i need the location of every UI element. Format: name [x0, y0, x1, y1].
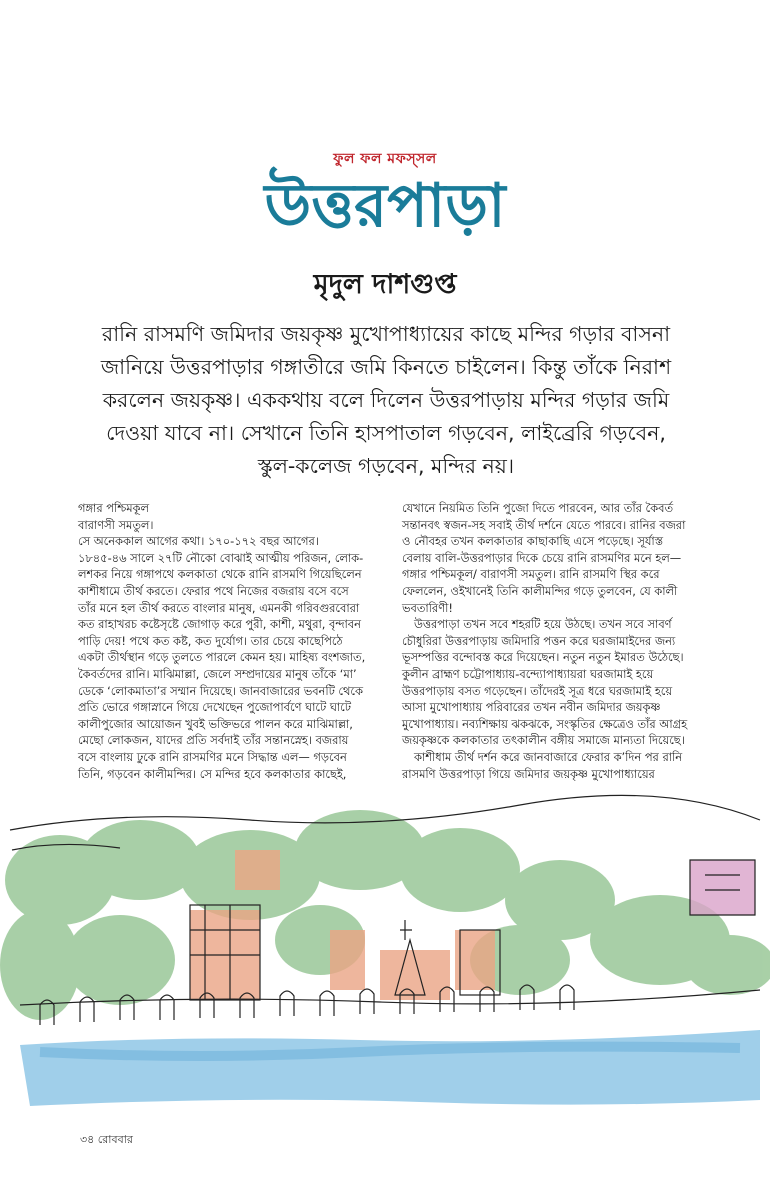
body-paragraph: উত্তরপাড়া তখন সবে শহরটি হয়ে উঠছে। তখন সবে সাবর্ণ চৌধুরিরা উত্তরপাড়ায় জমিদারি পত্তন করে ঘরজামাইদের জন্য ভূসম্পত্তির বন্দোবস্ত করে দিয়েছেন। নতুন নতুন ইমারত উঠেছে। কুলীন ব্রাহ্মণ চট্টোপাধ্যায়-বন্দ্যোপাধ্যায়রা ঘরজামাই হয়ে উত্তরপাড়ায় বসত গড়েছেন। তাঁদেরই সূত্র ধরে ঘরজামাই হয়ে আসা মুখোপাধ্যায় পরিবারের তখন নবীন জমিদার জয়কৃষ্ণ মুখোপাধ্যায়। নব্যশিক্ষায় ঝকঝকে, সংস্কৃতির ক্ষেত্রেও তাঁর আগ্রহ জয়কৃষ্ণকে কলকাতার তৎকালীন বঙ্গীয় সমাজে মান্যতা দিয়েছে। [402, 617, 688, 748]
river-water [20, 1030, 760, 1106]
body-paragraph: যেখানে নিয়মিত তিনি পুজো দিতে পারবেন, আর তাঁর কৈবর্ত সন্তানবৎ স্বজন-সহ সবাই তীর্থ দর্শনে যেতে পারবে। রানির বজরা ও নৌবহর তখন কলকাতার কাছাকাছি এসে পড়েছে। সূর্যাস্ত বেলায় বালি-উত্তরপাড়ার দিকে চেয়ে রানি রাসমণির মনে হল— গঙ্গার পশ্চিমকূল/ বারাণসী সমতুল। রানি রাসমণি স্থির করে ফেললেন, ওইখানেই তিনি কালীমন্দির গড়ে তুলবেন, যে কালী ভবতারিণী! [402, 501, 686, 615]
body-column-left [78, 500, 370, 782]
riverside-ghat-illustration [0, 790, 770, 1120]
page-folio: ৩৪ রোববার [80, 1133, 133, 1146]
body-column-right [402, 500, 694, 782]
author-byline: মৃদুল দাশগুপ্ত [313, 269, 457, 300]
lead-paragraph: রানি রাসমণি জমিদার জয়কৃষ্ণ মুখোপাধ্যায়ের কাছে মন্দির গড়ার বাসনা জানিয়ে উত্তরপাড়ার গঙ্গাতীরে জমি কিনতে চাইলেন। কিন্তু তাঁকে নিরাশ করলেন জয়কৃষ্ণ। এককথায় বলে দিলেন উত্তরপাড়ায় মন্দির গড়ার জমি দেওয়া যাবে না। সেখানে তিনি হাসপাতাল গড়বেন, লাইব্রেরি গড়বেন, স্কুল-কলেজ গড়বেন, মন্দির নয়। [100, 322, 672, 478]
verse-line: গঙ্গার পশ্চিমকূল [78, 501, 150, 515]
body-paragraph: সে অনেককাল আগের কথা। ১৭০-১৭২ বছর আগের। ১৮৪৫-৪৬ সালে ২৭টি নৌকো বোঝাই আত্মীয় পরিজন, লোক-লশকর নিয়ে গঙ্গাপথে কলকাতা থেকে রানি রাসমণি গিয়েছিলেন কাশীধামে তীর্থ করতে। ফেরার পথে নিজের বজরায় বসে বসে তাঁর মনে হল তীর্থ করতে বাংলার মানুষ, এমনকী গরিবগুরবোরা কত রাহাখরচ কষ্টেসৃষ্টে জোগাড় করে পুরী, কাশী, মথুরা, বৃন্দাবন পাড়ি দেয়! পথে কত কষ্ট, কত দুর্যোগ। তার চেয়ে কাছেপিঠে একটা তীর্থস্থান গড়ে তুলতে পারলে কেমন হয়। মাহিষ্য বংশজাত, কৈবর্তদের রানি। মাঝিমাল্লা, জেলে সম্প্রদায়ের মানুষ তাঁকে ‘মা’ ডেকে ‘লোকমাতা’র সম্মান দিয়েছে। জানবাজারের ভবনটি থেকে প্রতি ভোরে গঙ্গাস্নানে গিয়ে দেখেছেন পুজোপার্বণে ঘাটে ঘাটে কালীপুজোর আয়োজন খুবই ভক্তিভরে পালন করে মাঝিমাল্লা, মেছো লোকজন, যাদের প্রতি সর্বদাই তাঁর সন্তানস্নেহ। বজরায় বসে বাংলায় ঢুকে রানি রাসমণির মনে সিদ্ধান্ত এল— গড়বেন তিনি, গড়বেন কালীমন্দির। সে মন্দির হবে কলকাতার কাছেই, [78, 534, 366, 781]
section-kicker: ফুল ফল মফস্‌সল [333, 151, 437, 167]
article-title: উত্তরপাড়া [264, 171, 506, 241]
body-paragraph: কাশীধাম তীর্থ দর্শন করে জানবাজারে ফেরার ক’দিন পর রানি রাসমণি উত্তরপাড়া গিয়ে জমিদার জয়কৃষ্ণ মুখোপাধ্যায়ের [402, 749, 683, 781]
verse-line: বারাণসী সমতুল। [78, 517, 154, 532]
